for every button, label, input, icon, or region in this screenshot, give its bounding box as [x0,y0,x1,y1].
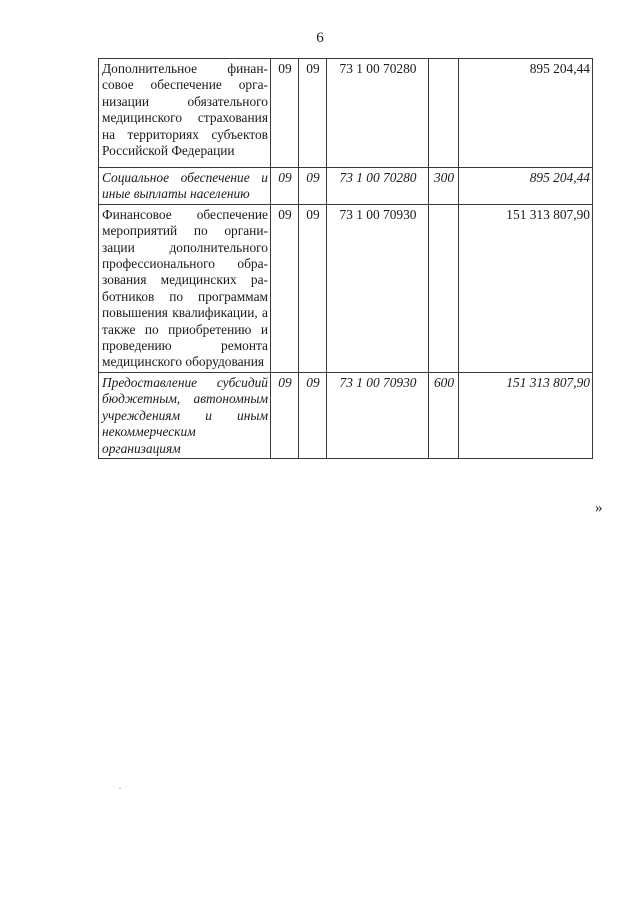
row-subsection-code: 09 [299,168,327,205]
row-section-code: 09 [271,168,299,205]
table-row [99,168,593,205]
row-amount: 895 204,44 [459,59,593,168]
row-name: Дополнительное финансовое обеспечение организации обязательного медицинского страхования на территориях субъектов Российской Федерации [99,59,271,168]
closing-quote: » [595,500,603,516]
row-section-code: 09 [271,59,299,168]
row-target-article: 73 1 00 70930 [327,204,429,372]
row-amount: 151 313 807,90 [459,372,593,458]
row-section-code: 09 [271,372,299,458]
row-subsection-code: 09 [299,204,327,372]
row-section-code: 09 [271,204,299,372]
budget-table [98,58,593,459]
row-name: Социальное обеспечение и иные выплаты населению [99,168,271,205]
row-expense-type [429,59,459,168]
table-row [99,372,593,458]
row-target-article: 73 1 00 70930 [327,372,429,458]
table-row [99,59,593,168]
row-subsection-code: 09 [299,372,327,458]
row-subsection-code: 09 [299,59,327,168]
row-target-article: 73 1 00 70280 [327,168,429,205]
row-expense-type: 600 [429,372,459,458]
row-amount: 151 313 807,90 [459,204,593,372]
row-expense-type [429,204,459,372]
row-amount: 895 204,44 [459,168,593,205]
page-number: 6 [316,30,324,46]
row-name: Предоставление субсидий бюджетным, автономным учреждениям и иным некоммерческим организациям [99,372,271,458]
table-row [99,204,593,372]
scan-speck [119,788,121,789]
row-name: Финансовое обеспечение мероприятий по организации дополнительного профессионального образования медицинских работников по программам повышения квалификации, а также по приобретению и проведению ремонта медицинского оборудования [99,204,271,372]
row-target-article: 73 1 00 70280 [327,59,429,168]
row-expense-type: 300 [429,168,459,205]
